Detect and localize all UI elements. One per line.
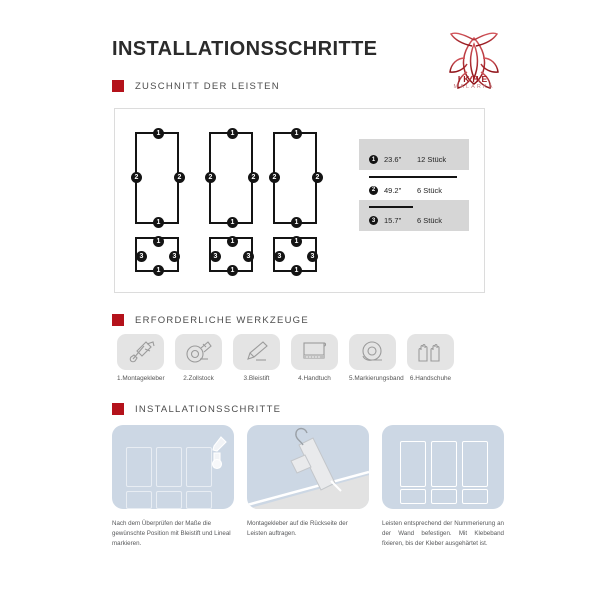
tool-item-markierungsband bbox=[349, 334, 404, 382]
measurement-length: 23.6" bbox=[384, 155, 402, 164]
marker-top: 1 bbox=[291, 236, 302, 247]
brand-name: IKHE bbox=[457, 74, 491, 84]
section-heading-tools bbox=[112, 314, 309, 326]
measurement-index-badge: 3 bbox=[369, 216, 378, 225]
small-board-1 bbox=[135, 237, 179, 272]
length-bar bbox=[369, 206, 413, 208]
marker-right: 3 bbox=[169, 251, 180, 262]
marker-right: 2 bbox=[174, 172, 185, 183]
marker-bottom: 1 bbox=[153, 217, 164, 228]
red-square-marker-icon bbox=[112, 80, 124, 92]
tall-board-1 bbox=[134, 130, 182, 226]
measurement-quantity: 6 Stück bbox=[417, 216, 443, 226]
installation-step-1 bbox=[112, 425, 234, 550]
installation-step-caption: Leisten entsprechend der Nummerierung an der Wand befestigen. Mit Klebeband fixieren, bis der Kleber ausgehärtet ist. bbox=[382, 520, 504, 548]
brand-tagline: MALARKA bbox=[453, 84, 495, 90]
marker-bottom: 1 bbox=[153, 265, 164, 276]
tools-list bbox=[117, 334, 454, 382]
marker-bottom: 1 bbox=[291, 265, 302, 276]
installation-step-2 bbox=[247, 425, 369, 550]
section-heading-cutting bbox=[112, 80, 280, 92]
tool-label: 3.Bleistift bbox=[243, 375, 270, 382]
installation-steps-list bbox=[112, 425, 504, 550]
pencil-icon bbox=[233, 334, 280, 370]
section-label-tools: ERFORDERLICHE WERKZEUGE bbox=[135, 314, 309, 326]
gloves-icon bbox=[407, 334, 454, 370]
marker-right: 3 bbox=[243, 251, 254, 262]
wall-marking-illustration bbox=[112, 425, 234, 509]
measurement-length: 15.7" bbox=[384, 216, 402, 226]
installation-step-caption: Nach dem Überprüfen der Maße die gewünschte Position mit Bleistift und Lineal markieren. bbox=[112, 520, 231, 548]
red-square-marker-icon bbox=[112, 314, 124, 326]
tape-measure-icon bbox=[175, 334, 222, 370]
marker-left: 3 bbox=[136, 251, 147, 262]
measurement-index-badge: 2 bbox=[369, 186, 378, 195]
marker-left: 2 bbox=[269, 172, 280, 183]
tool-label: 2.Zollstock bbox=[183, 375, 214, 382]
marker-top: 1 bbox=[291, 128, 302, 139]
measurement-row bbox=[359, 170, 469, 201]
tool-item-montagekleber bbox=[117, 334, 164, 382]
length-bar bbox=[369, 176, 457, 178]
tool-item-zollstock bbox=[175, 334, 222, 382]
marker-right: 2 bbox=[312, 172, 323, 183]
measurement-row bbox=[359, 139, 469, 170]
section-label-steps: INSTALLATIONSSCHRITTE bbox=[135, 403, 282, 415]
measurement-quantity: 12 Stück bbox=[417, 155, 447, 164]
marker-right: 2 bbox=[248, 172, 259, 183]
section-heading-steps bbox=[112, 403, 281, 415]
adhesive-application-illustration bbox=[247, 425, 369, 509]
cutting-diagram-panel bbox=[114, 108, 485, 293]
small-board-2 bbox=[209, 237, 253, 272]
tool-item-handschuhe bbox=[407, 334, 454, 382]
towel-icon bbox=[291, 334, 338, 370]
marker-right: 3 bbox=[307, 251, 318, 262]
measurement-quantity: 6 Stück bbox=[417, 185, 443, 195]
tool-item-handtuch bbox=[291, 334, 338, 382]
marker-bottom: 1 bbox=[291, 217, 302, 228]
marker-left: 3 bbox=[274, 251, 285, 262]
installation-step-3 bbox=[382, 425, 504, 550]
installation-step-caption: Montagekleber auf die Rückseite der Leisten auftragen. bbox=[247, 520, 348, 538]
measurement-index-badge: 1 bbox=[369, 155, 378, 164]
tool-label: 6.Handschuhe bbox=[409, 375, 452, 382]
marker-top: 1 bbox=[227, 128, 238, 139]
marker-top: 1 bbox=[153, 128, 164, 139]
small-board-3 bbox=[273, 237, 317, 272]
tool-label: 1.Montagekleber bbox=[117, 375, 165, 382]
measurement-table bbox=[359, 139, 469, 231]
tall-board-2 bbox=[208, 130, 256, 226]
measurement-length: 49.2" bbox=[384, 185, 402, 195]
measurement-row bbox=[359, 200, 469, 231]
marker-left: 2 bbox=[205, 172, 216, 183]
marker-top: 1 bbox=[153, 236, 164, 247]
page-title: INSTALLATIONSSCHRITTE bbox=[112, 38, 378, 60]
caulking-gun-icon bbox=[117, 334, 164, 370]
section-label-cutting: ZUSCHNITT DER LEISTEN bbox=[135, 80, 280, 92]
marker-bottom: 1 bbox=[227, 217, 238, 228]
tool-label: 5.Markierungsband bbox=[349, 375, 404, 382]
marker-left: 2 bbox=[131, 172, 142, 183]
tall-board-3 bbox=[272, 130, 320, 226]
tool-label: 4.Handtuch bbox=[298, 375, 331, 382]
finished-wall-illustration bbox=[382, 425, 504, 509]
red-square-marker-icon bbox=[112, 403, 124, 415]
masking-tape-icon bbox=[349, 334, 396, 370]
marker-top: 1 bbox=[227, 236, 238, 247]
tool-item-bleistift bbox=[233, 334, 280, 382]
marker-bottom: 1 bbox=[227, 265, 238, 276]
marker-left: 3 bbox=[210, 251, 221, 262]
